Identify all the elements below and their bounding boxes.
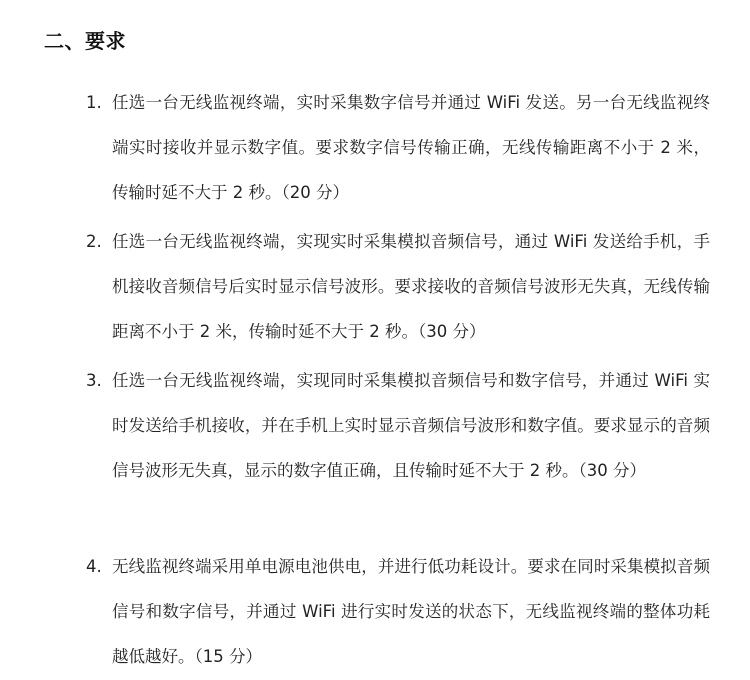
requirement-item-1: [86, 80, 710, 215]
requirement-text: 任选一台无线监视终端，实时采集数字信号并通过 WiFi 发送。另一台无线监视终端实时接收并显示数字值。要求数字信号传输正确，无线传输距离不小于 2 米，传输时延不大于 2 秒。（20 分）: [112, 93, 710, 202]
requirement-text: 任选一台无线监视终端，实现实时采集模拟音频信号，通过 WiFi 发送给手机，手机接收音频信号后实时显示信号波形。要求接收的音频信号波形无失真，无线传输距离不小于 2 米，传输时延不大于 2 秒。（30 分）: [112, 232, 710, 341]
requirement-item-2: [86, 219, 710, 354]
section-heading: 二、要求: [44, 29, 126, 53]
requirement-item-4: [86, 544, 710, 679]
requirement-number: 1.: [86, 93, 102, 112]
requirement-item-3: [86, 358, 710, 493]
requirement-text: 任选一台无线监视终端，实现同时采集模拟音频信号和数字信号，并通过 WiFi 实时发送给手机接收，并在手机上实时显示音频信号波形和数字值。要求显示的音频信号波形无失真，显示的数字值正确，且传输时延不大于 2 秒。（30 分）: [112, 371, 710, 480]
requirement-number: 3.: [86, 371, 102, 390]
requirement-number: 4.: [86, 557, 102, 576]
requirement-number: 2.: [86, 232, 102, 251]
requirement-text: 无线监视终端采用单电源电池供电，并进行低功耗设计。要求在同时采集模拟音频信号和数字信号，并通过 WiFi 进行实时发送的状态下，无线监视终端的整体功耗越低越好。（15 分）: [112, 557, 710, 666]
